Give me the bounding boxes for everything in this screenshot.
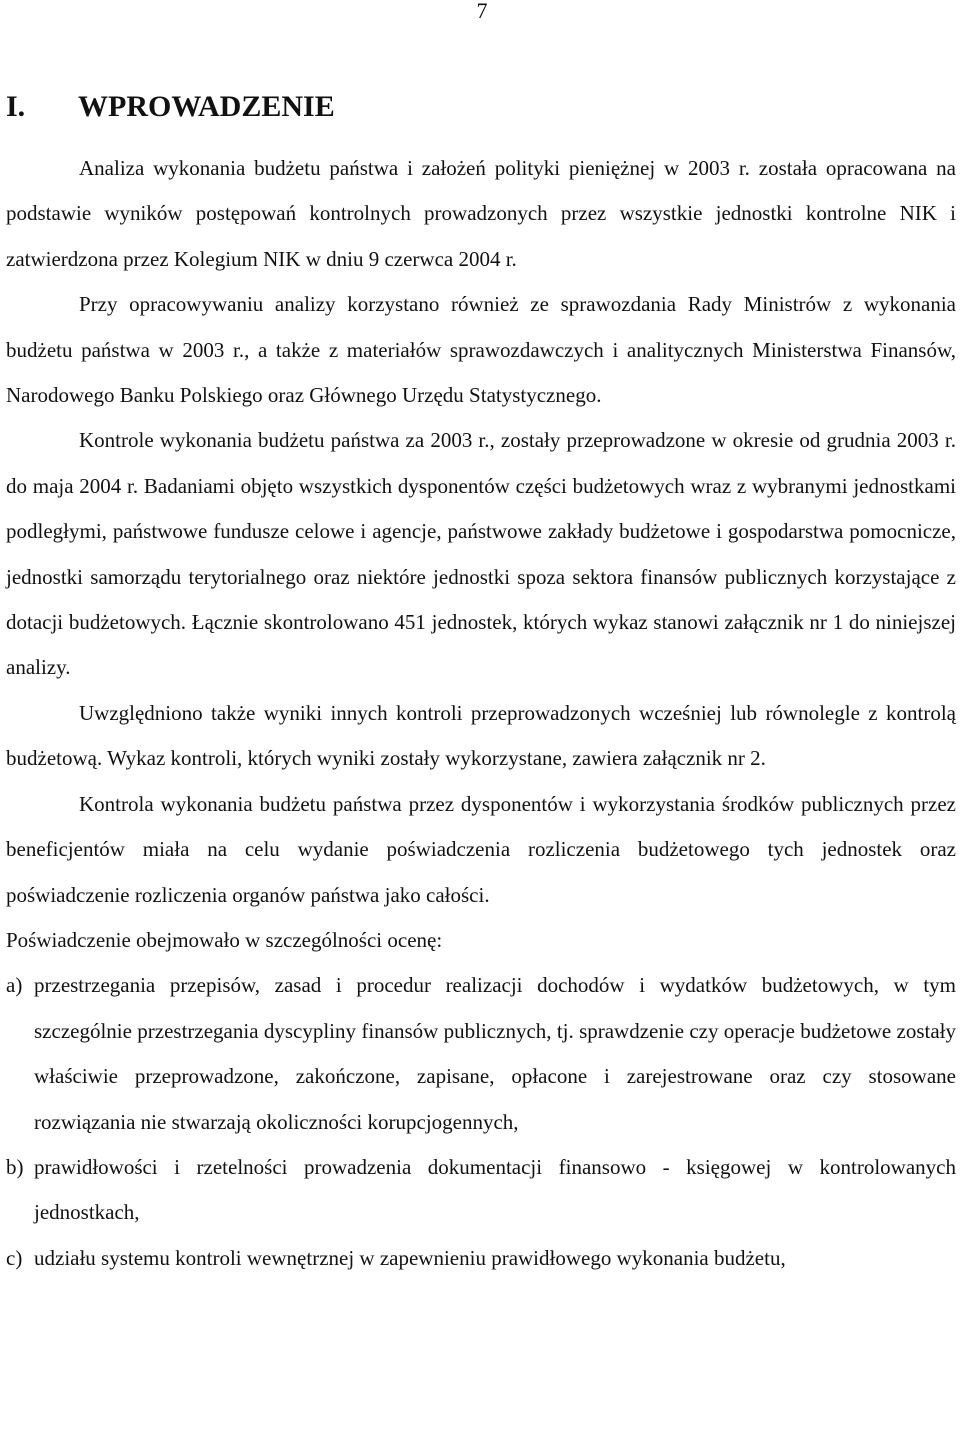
section-title: WPROWADZENIE (78, 90, 335, 124)
section-number: I. (6, 90, 26, 124)
paragraph-audit-purpose: Kontrola wykonania budżetu państwa przez dysponentów i wykorzystania środków publicznych przez beneficjentów miała na celu wydanie poświadczenia rozliczenia budżetowego tych jednostek oraz poświadczenie rozliczenia organów państwa jako całości. (6, 791, 956, 907)
assessment-list (6, 963, 956, 1281)
paragraph-analysis-intro: Analiza wykonania budżetu państwa i założeń polityki pieniężnej w 2003 r. została opracowana na podstawie wyników postępowań kontrolnych prowadzonych przez wszystkie jednostki kontrolne NIK i zatwierdzona przez Kolegium NIK w dniu 9 czerwca 2004 r. (6, 156, 956, 271)
document-body (6, 146, 956, 1281)
list-intro: Poświadczenie obejmowało w szczególności ocenę: (6, 927, 443, 952)
list-marker: b) (6, 1154, 24, 1179)
list-item (6, 963, 956, 1145)
list-marker: c) (6, 1245, 23, 1270)
section-heading (6, 90, 335, 124)
list-item-text: prawidłowości i rzetelności prowadzenia dokumentacji finansowo - księgowej w kontrolowanych jednostkach, (34, 1154, 956, 1225)
list-item-text: przestrzegania przepisów, zasad i procedur realizacji dochodów i wydatków budżetowych, w tym szczególnie przestrzegania dyscypliny finansów publicznych, tj. sprawdzenie czy operacje budżetowe zostały właściwie przeprowadzone, zakończone, zapisane, opłacone i zarejestrowane oraz czy stosowane rozwiązania nie stwarzają okoliczności korupcjogennych, (34, 973, 956, 1134)
list-item (6, 1145, 956, 1236)
paragraph-other-audits: Uwzględniono także wyniki innych kontroli przeprowadzonych wcześniej lub równolegle z kontrolą budżetową. Wykaz kontroli, których wyniki zostały wykorzystane, zawiera załącznik nr 2. (6, 700, 956, 771)
paragraph-sources: Przy opracowywaniu analizy korzystano również ze sprawozdania Rady Ministrów z wykonania budżetu państwa w 2003 r., a także z materiałów sprawozdawczych i analitycznych Ministerstwa Finansów, Narodowego Banku Polskiego oraz Głównego Urzędu Statystycznego. (6, 292, 956, 408)
list-item-text: udziału systemu kontroli wewnętrznej w zapewnieniu prawidłowego wykonania budżetu, (34, 1245, 786, 1270)
list-item (6, 1236, 956, 1281)
list-marker: a) (6, 973, 23, 998)
paragraph-audit-scope: Kontrole wykonania budżetu państwa za 2003 r., zostały przeprowadzone w okresie od grudnia 2003 r. do maja 2004 r. Badaniami objęto wszystkich dysponentów części budżetowych wraz z wybranymi jednostkami podległymi, państwowe fundusze celowe i agencje, państwowe zakłady budżetowe i gospodarstwa pomocnicze, jednostki samorządu terytorialnego oraz niektóre jednostki spoza sektora finansów publicznych korzystające z dotacji budżetowych. Łącznie skontrolowano 451 jednostek, których wykaz stanowi załącznik nr 1 do niniejszej analizy. (6, 428, 956, 680)
page-number: 7 (476, 0, 488, 23)
